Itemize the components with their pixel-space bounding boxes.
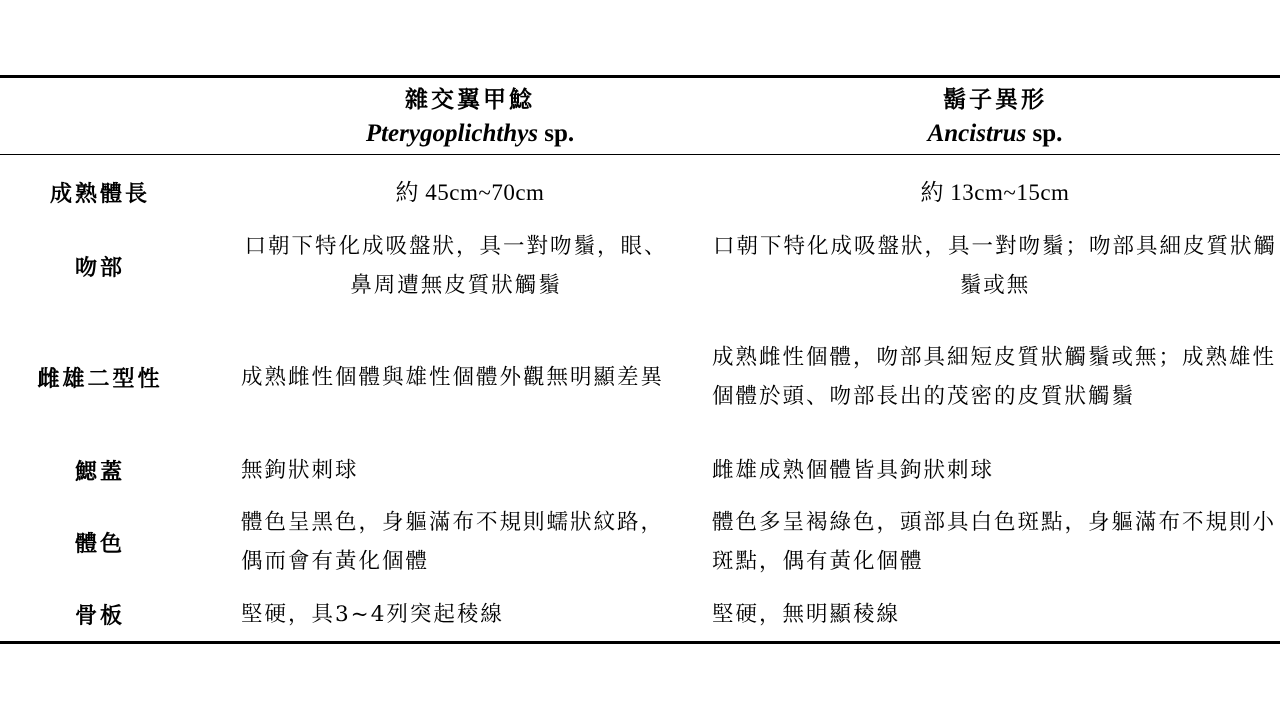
row-label: 成熟體長 <box>49 180 150 207</box>
cell-pterygoplichthys <box>241 226 671 306</box>
cell-pterygoplichthys <box>241 502 671 582</box>
species-abbrev: sp. <box>1026 120 1063 147</box>
row-label: 雌雄二型性 <box>37 365 163 392</box>
cell-text: 口朝下特化成吸盤狀，具一對吻鬚；吻部具細皮質狀觸鬚或無 <box>712 234 1277 298</box>
cell-text: 堅硬，無明顯稜線 <box>712 601 901 627</box>
cell-pterygoplichthys <box>241 318 671 436</box>
cell-text: 成熟雌性個體，吻部具細短皮質狀觸鬚或無；成熟雄性個體於頭、吻部長出的茂密的皮質狀觸鬚 <box>712 345 1277 409</box>
cell-pterygoplichthys <box>241 592 671 636</box>
column-header-chinese-name: 鬍子異形 <box>943 86 1047 113</box>
column-header-scientific-name <box>928 117 1063 151</box>
cell-ancistrus <box>712 592 1278 636</box>
header-divider <box>0 154 1280 155</box>
row-label: 鰓蓋 <box>74 458 125 485</box>
table-bottom-border <box>0 641 1280 644</box>
cell-text: 無鉤狀刺球 <box>241 457 359 483</box>
cell-text: 體色呈黑色，身軀滿布不規則蠕狀紋路，偶而會有黃化個體 <box>241 510 665 574</box>
table-row-snout <box>0 226 1280 306</box>
row-label: 吻部 <box>74 254 125 281</box>
column-header-chinese-name: 雜交翼甲鯰 <box>405 86 535 113</box>
cell-text: 約 13cm~15cm <box>920 179 1070 205</box>
species-abbrev: sp. <box>538 120 575 147</box>
cell-text: 口朝下特化成吸盤狀，具一對吻鬚，眼、鼻周遭無皮質狀觸鬚 <box>244 234 668 298</box>
cell-ancistrus <box>712 502 1278 582</box>
cell-pterygoplichthys <box>215 168 725 216</box>
cell-ancistrus <box>712 448 1278 492</box>
cell-text: 約 45cm~70cm <box>395 179 545 205</box>
cell-pterygoplichthys <box>241 448 671 492</box>
genus-name: Ancistrus <box>927 120 1027 147</box>
table-row-gill-cover <box>0 448 1280 492</box>
row-label: 骨板 <box>74 602 125 629</box>
cell-ancistrus <box>715 168 1275 216</box>
column-header-pterygoplichthys <box>215 80 725 154</box>
row-label: 體色 <box>74 530 125 557</box>
table-top-border <box>0 75 1280 78</box>
table-row-body-color <box>0 502 1280 582</box>
cell-ancistrus <box>712 226 1278 306</box>
column-header-scientific-name <box>366 117 574 151</box>
cell-text: 堅硬，具3~4列突起稜線 <box>241 601 504 627</box>
table-row-mature-length <box>0 168 1280 216</box>
table-row-sexual-dimorphism <box>0 318 1280 436</box>
genus-name: Pterygoplichthys <box>365 120 539 147</box>
column-header-ancistrus <box>715 80 1275 154</box>
table-row-bony-plates <box>0 592 1280 636</box>
cell-text: 體色多呈褐綠色，頭部具白色斑點，身軀滿布不規則小斑點，偶有黃化個體 <box>712 510 1277 574</box>
cell-text: 雌雄成熟個體皆具鉤狀刺球 <box>712 457 995 483</box>
cell-ancistrus <box>712 318 1278 436</box>
cell-text: 成熟雌性個體與雄性個體外觀無明顯差異 <box>241 364 665 390</box>
